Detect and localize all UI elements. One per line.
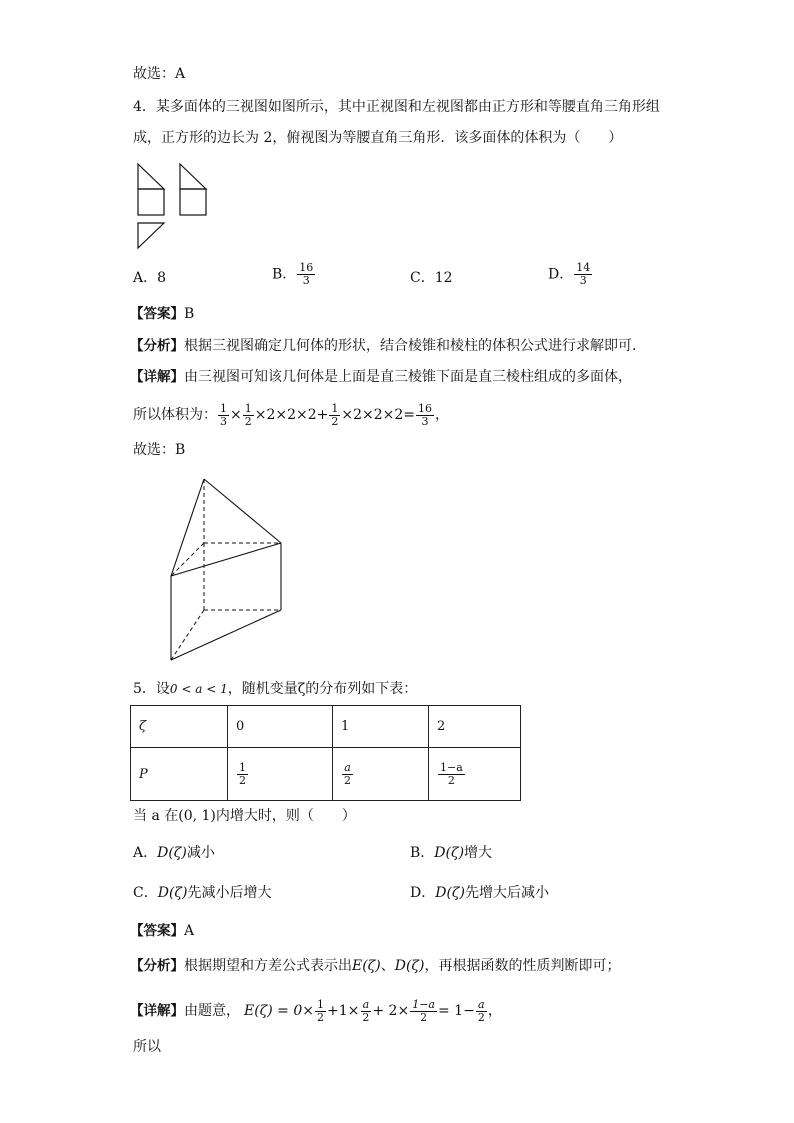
table-cell: 1 — [333, 706, 429, 748]
front-view-triangle — [138, 164, 164, 189]
frac-numerator: 1 — [239, 760, 246, 774]
edge — [171, 479, 204, 576]
frac-numerator: 1−a — [412, 997, 435, 1011]
analysis-expr-d: D(ζ) — [394, 958, 425, 974]
detail-tag: 【详解】 — [130, 1003, 184, 1019]
frac-denominator: 2 — [239, 773, 246, 787]
analysis-text: 根据期望和方差公式表示出 — [184, 958, 352, 974]
option-expr: D(ζ) — [435, 885, 465, 901]
q5-option-b — [410, 843, 492, 863]
detail-intro: 由题意， — [184, 1003, 240, 1019]
frac-one-third — [218, 403, 229, 428]
answer-value: A — [184, 923, 195, 939]
cell-fraction — [438, 762, 465, 787]
frac-denominator: 2 — [331, 414, 339, 428]
q4-choose-line: 故选：B — [133, 442, 186, 458]
q5-stem-inequality: 0 < a < 1 — [169, 682, 228, 696]
analysis-tag: 【分析】 — [130, 958, 184, 974]
q4-option-b-fraction — [297, 262, 315, 287]
expectation-start: E(ζ) = 0× — [244, 1003, 314, 1019]
front-view-square — [138, 189, 164, 215]
frac-numerator: 16 — [418, 401, 433, 415]
answer-tag: 【答案】 — [130, 306, 184, 322]
frac-denominator: 3 — [421, 414, 429, 428]
frac-e1 — [315, 999, 326, 1024]
expectation-eq: = 1− — [437, 1003, 475, 1019]
table-cell: 0 — [228, 706, 333, 748]
q4-option-c-label: C． — [410, 270, 435, 286]
frac-denominator: 2 — [420, 1010, 428, 1024]
table-cell — [333, 748, 429, 801]
formula-prefix: 所以体积为： — [133, 407, 217, 423]
frac-numerator: a — [344, 760, 351, 774]
frac-numerator: 14 — [576, 261, 591, 274]
table-row — [131, 748, 521, 801]
analysis-separator: 、 — [380, 958, 395, 974]
table-cell — [228, 748, 333, 801]
table-cell — [429, 748, 521, 801]
table-cell: ζ — [131, 706, 228, 748]
q4-detail-line — [130, 367, 632, 387]
option-text: 先减小后增大 — [187, 885, 272, 901]
frac-numerator: a — [362, 997, 370, 1011]
q5-question-line: 当 a 在(0, 1)内增大时，则（ ） — [133, 808, 356, 824]
q4-option-b — [272, 262, 316, 287]
analysis-expr-e: E(ζ) — [352, 958, 381, 974]
q5-so-line: 所以 — [133, 1039, 161, 1055]
q5-option-c — [133, 883, 271, 903]
option-expr: D(ζ) — [434, 845, 465, 861]
frac-e2 — [360, 999, 371, 1024]
frac-numerator: 16 — [299, 261, 314, 274]
q5-stem-suffix: ，随机变量ζ的分布列如下表： — [227, 681, 418, 697]
frac-denominator: 2 — [344, 773, 351, 787]
q4-stem-line1: 4．某多面体的三视图如图所示，其中正视图和左视图都由正方形和等腰直角三角形组 — [133, 99, 660, 115]
q3-answer-line: 故选：A — [133, 66, 186, 82]
answer-tag: 【答案】 — [130, 923, 184, 939]
option-text: 先增大后减小 — [464, 885, 549, 901]
option-label: C． — [133, 885, 158, 901]
q4-volume-formula — [133, 398, 449, 432]
edge — [204, 479, 281, 543]
table-cell: P — [131, 748, 228, 801]
times-sign: × — [230, 407, 242, 423]
distribution-table — [130, 705, 521, 801]
option-label: D． — [410, 885, 436, 901]
polyhedron-figure — [160, 470, 290, 665]
table-row — [131, 706, 521, 748]
frac-denominator: 3 — [579, 274, 587, 287]
frac-denominator: 2 — [477, 1010, 485, 1024]
frac-numerator: a — [478, 997, 485, 1011]
frac-denominator: 2 — [317, 1010, 324, 1024]
frac-e3 — [410, 999, 437, 1024]
option-label: A． — [133, 845, 158, 861]
q4-option-d-label: D． — [548, 266, 574, 283]
table-cell: 2 — [429, 706, 521, 748]
option-text: 减小 — [186, 845, 215, 861]
q5-detail-line — [130, 994, 502, 1028]
cell-fraction — [342, 762, 353, 787]
detail-tag: 【详解】 — [130, 369, 184, 385]
q5-option-a — [133, 843, 215, 863]
side-view-triangle — [180, 164, 206, 189]
frac-result — [416, 403, 434, 428]
q5-stem — [133, 679, 417, 699]
frac-numerator: 1 — [317, 997, 324, 1011]
q4-option-a — [133, 268, 166, 288]
q4-option-c-value: 12 — [434, 270, 453, 286]
frac-one-half-a — [243, 403, 254, 428]
frac-numerator: 1 — [331, 401, 339, 415]
option-text: 增大 — [464, 845, 493, 861]
cell-fraction — [237, 762, 248, 787]
frac-denominator: 3 — [220, 414, 227, 428]
three-view-figure — [136, 160, 216, 252]
q4-option-d-fraction — [574, 262, 592, 287]
q5-answer-line — [130, 921, 194, 941]
q4-option-a-value: 8 — [157, 270, 167, 286]
top-view-triangle — [138, 223, 164, 248]
q5-stem-prefix: 5．设 — [133, 681, 170, 697]
frac-denominator: 2 — [447, 773, 455, 787]
q5-analysis-line — [130, 956, 620, 976]
q4-option-b-label: B． — [272, 266, 297, 283]
expectation-plus2: + 2× — [372, 1003, 410, 1019]
formula-mid2: ×2×2×2= — [341, 407, 416, 423]
q4-answer-line — [130, 304, 194, 324]
analysis-text-tail: ，再根据函数的性质判断即可； — [424, 958, 621, 974]
frac-numerator: 1−a — [440, 760, 463, 774]
analysis-tag: 【分析】 — [130, 338, 184, 354]
q4-stem-line2: 成，正方形的边长为 2，俯视图为等腰直角三角形．该多面体的体积为（ ） — [133, 130, 623, 146]
q4-option-a-label: A． — [133, 270, 158, 286]
expectation-plus1: +1× — [327, 1003, 360, 1019]
option-expr: D(ζ) — [157, 845, 187, 861]
frac-denominator: 3 — [302, 274, 310, 287]
frac-numerator: 1 — [220, 401, 227, 415]
frac-denominator: 2 — [362, 1010, 370, 1024]
frac-denominator: 2 — [244, 414, 252, 428]
frac-one-half-b — [329, 403, 340, 428]
q5-option-d — [410, 883, 549, 903]
detail-text: 由三视图可知该几何体是上面是直三棱锥下面是直三棱柱组成的多面体， — [184, 369, 632, 385]
frac-e4 — [476, 999, 487, 1024]
formula-suffix: ， — [435, 407, 450, 423]
side-view-square — [180, 189, 206, 215]
expectation-end: ， — [487, 1003, 502, 1019]
frac-numerator: 1 — [244, 401, 252, 415]
analysis-text: 根据三视图确定几何体的形状，结合棱锥和棱柱的体积公式进行求解即可. — [184, 338, 637, 354]
q4-option-c — [410, 268, 453, 288]
formula-mid1: ×2×2×2+ — [254, 407, 329, 423]
answer-value: B — [184, 306, 195, 322]
q4-option-d — [548, 262, 593, 287]
q4-analysis-line — [130, 336, 636, 356]
option-expr: D(ζ) — [157, 885, 188, 901]
option-label: B． — [410, 845, 435, 861]
